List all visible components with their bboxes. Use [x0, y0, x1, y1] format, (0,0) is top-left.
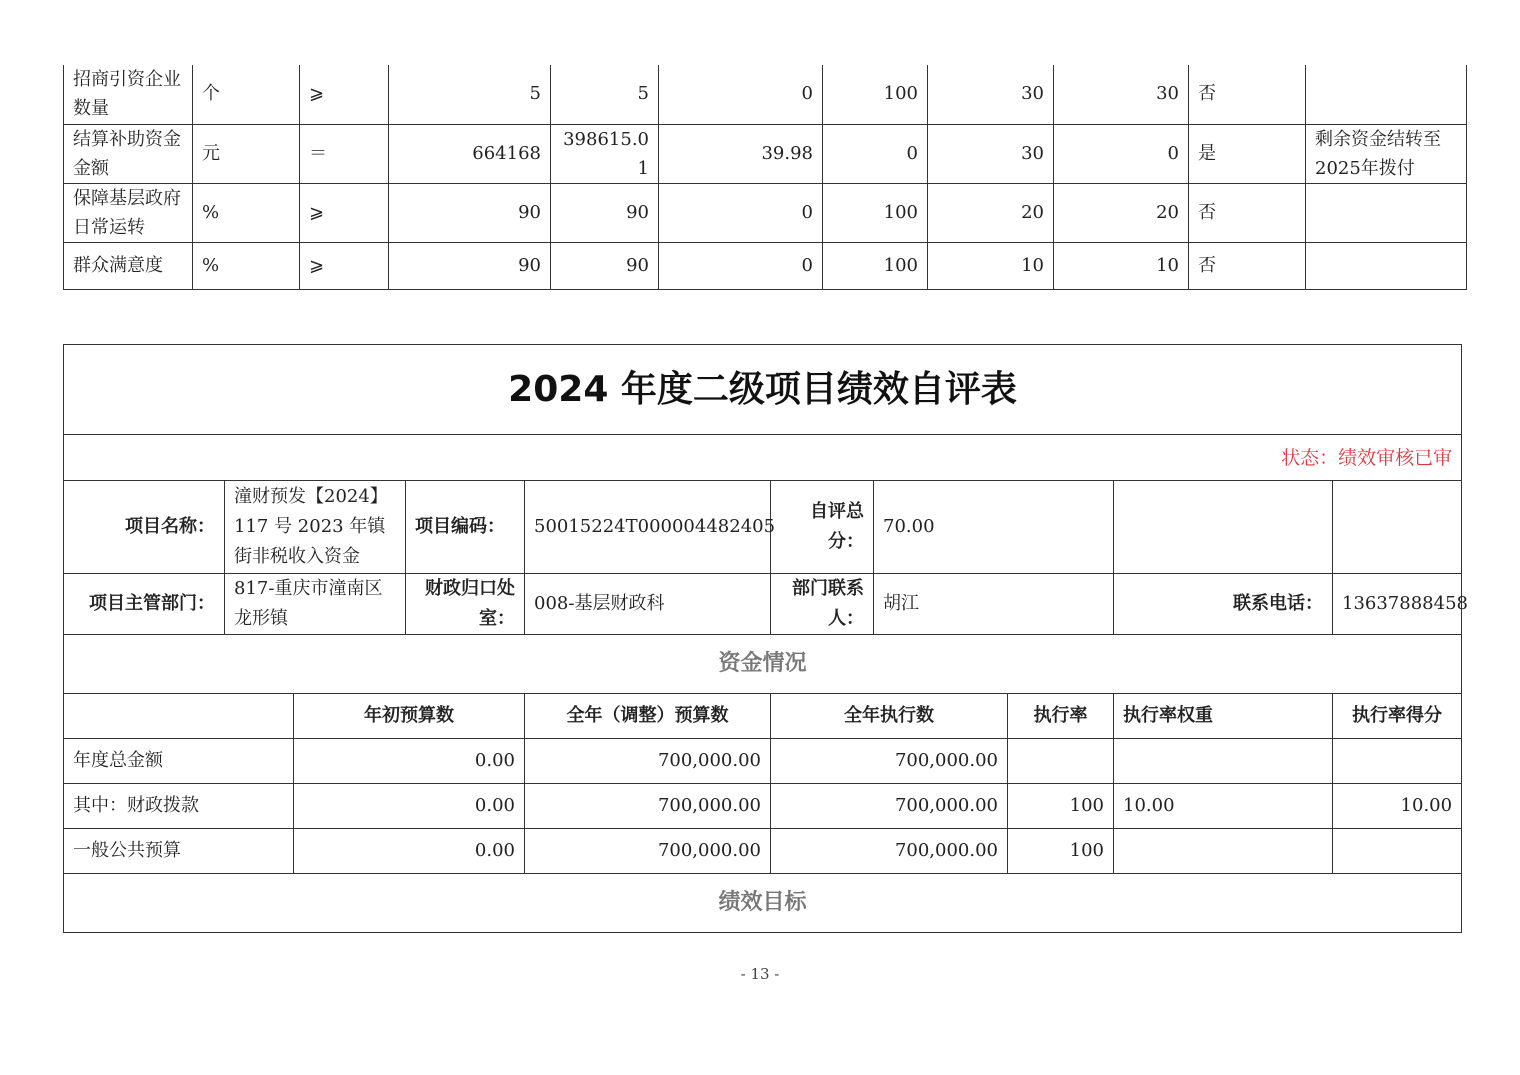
indicator-weight: 30 [928, 124, 1054, 183]
indicator-operator: ⩾ [300, 65, 389, 124]
funds-executed: 700,000.00 [771, 739, 1008, 784]
indicator-weight: 30 [928, 65, 1054, 124]
indicator-target: 90 [389, 242, 551, 289]
table-row [64, 784, 1462, 829]
indicator-note [1306, 65, 1467, 124]
funds-header-score: 执行率得分 [1333, 694, 1462, 739]
contact-value: 胡江 [874, 574, 1114, 635]
funds-row-label: 一般公共预算 [64, 829, 294, 874]
indicator-weight: 20 [928, 183, 1054, 242]
indicator-operator: ⩾ [300, 183, 389, 242]
table-row [64, 124, 1467, 183]
page-number: - 13 - [740, 965, 780, 983]
indicator-weight: 10 [928, 242, 1054, 289]
indicator-target: 664168 [389, 124, 551, 183]
indicator-actual: 398615.01 [551, 124, 659, 183]
indicator-flag: 否 [1189, 65, 1306, 124]
funds-executed: 700,000.00 [771, 829, 1008, 874]
indicator-rate: 100 [823, 65, 928, 124]
funds-rate: 100 [1008, 829, 1114, 874]
indicator-operator: ＝ [300, 124, 389, 183]
funds-header-weight: 执行率权重 [1114, 694, 1333, 739]
indicator-rate: 0 [823, 124, 928, 183]
indicator-rate: 100 [823, 242, 928, 289]
funds-header-empty [64, 694, 294, 739]
indicator-name: 结算补助资金金额 [64, 124, 193, 183]
funds-weight [1114, 739, 1333, 784]
indicator-actual: 90 [551, 183, 659, 242]
dept-value: 817-重庆市潼南区龙形镇 [225, 574, 406, 635]
indicator-deviation: 0 [659, 242, 823, 289]
indicator-deviation: 0 [659, 65, 823, 124]
funds-rate: 100 [1008, 784, 1114, 829]
project-name-label: 项目名称： [64, 481, 225, 574]
funds-section-title: 资金情况 [64, 635, 1462, 694]
funds-adjusted: 700,000.00 [525, 784, 771, 829]
funds-row-label: 其中：财政拨款 [64, 784, 294, 829]
finance-office-label: 财政归口处室： [406, 574, 525, 635]
table-row [64, 65, 1467, 124]
indicator-target: 5 [389, 65, 551, 124]
indicator-score: 0 [1054, 124, 1189, 183]
contact-label: 部门联系人： [771, 574, 874, 635]
funds-score [1333, 829, 1462, 874]
indicator-deviation: 39.98 [659, 124, 823, 183]
funds-header-adjusted: 全年（调整）预算数 [525, 694, 771, 739]
indicator-rate: 100 [823, 183, 928, 242]
goals-section-title: 绩效目标 [64, 874, 1462, 933]
funds-score [1333, 739, 1462, 784]
phone-value: 13637888458 [1333, 574, 1462, 635]
project-code: 50015224T000004482405 [525, 481, 771, 574]
form-title: 2024 年度二级项目绩效自评表 [64, 345, 1462, 435]
indicator-flag: 否 [1189, 242, 1306, 289]
indicator-score: 10 [1054, 242, 1189, 289]
indicator-name: 招商引资企业数量 [64, 65, 193, 124]
self-score: 70.00 [874, 481, 1114, 574]
indicator-flag: 是 [1189, 124, 1306, 183]
evaluation-form [63, 344, 1468, 933]
funds-header-rate: 执行率 [1008, 694, 1114, 739]
indicator-unit: 元 [193, 124, 300, 183]
indicator-table [63, 65, 1467, 290]
table-row [64, 183, 1467, 242]
funds-rate [1008, 739, 1114, 784]
indicator-name: 群众满意度 [64, 242, 193, 289]
indicator-note [1306, 242, 1467, 289]
indicator-note [1306, 183, 1467, 242]
funds-row-label: 年度总金额 [64, 739, 294, 784]
self-score-label: 自评总分： [771, 481, 874, 574]
funds-initial: 0.00 [294, 739, 525, 784]
indicator-actual: 5 [551, 65, 659, 124]
table-row [64, 242, 1467, 289]
funds-executed: 700,000.00 [771, 784, 1008, 829]
indicator-unit: % [193, 242, 300, 289]
indicator-unit: % [193, 183, 300, 242]
funds-initial: 0.00 [294, 784, 525, 829]
indicator-name: 保障基层政府日常运转 [64, 183, 193, 242]
funds-header-initial: 年初预算数 [294, 694, 525, 739]
indicator-operator: ⩾ [300, 242, 389, 289]
funds-weight: 10.00 [1114, 784, 1333, 829]
indicator-deviation: 0 [659, 183, 823, 242]
indicator-flag: 否 [1189, 183, 1306, 242]
finance-office-value: 008-基层财政科 [525, 574, 771, 635]
project-name: 潼财预发【2024】117 号 2023 年镇街非税收入资金 [225, 481, 406, 574]
phone-label: 联系电话： [1114, 574, 1333, 635]
table-row [64, 739, 1462, 784]
funds-weight [1114, 829, 1333, 874]
indicator-score: 30 [1054, 65, 1189, 124]
indicator-actual: 90 [551, 242, 659, 289]
project-code-label: 项目编码： [406, 481, 525, 574]
indicator-unit: 个 [193, 65, 300, 124]
dept-label: 项目主管部门： [64, 574, 225, 635]
empty-cell [1333, 481, 1462, 574]
funds-header-executed: 全年执行数 [771, 694, 1008, 739]
indicator-target: 90 [389, 183, 551, 242]
funds-initial: 0.00 [294, 829, 525, 874]
status-badge: 状态：绩效审核已审 [64, 435, 1462, 481]
funds-adjusted: 700,000.00 [525, 829, 771, 874]
funds-score: 10.00 [1333, 784, 1462, 829]
empty-cell [1114, 481, 1333, 574]
indicator-score: 20 [1054, 183, 1189, 242]
funds-adjusted: 700,000.00 [525, 739, 771, 784]
table-row [64, 829, 1462, 874]
indicator-note: 剩余资金结转至2025年拨付 [1306, 124, 1467, 183]
